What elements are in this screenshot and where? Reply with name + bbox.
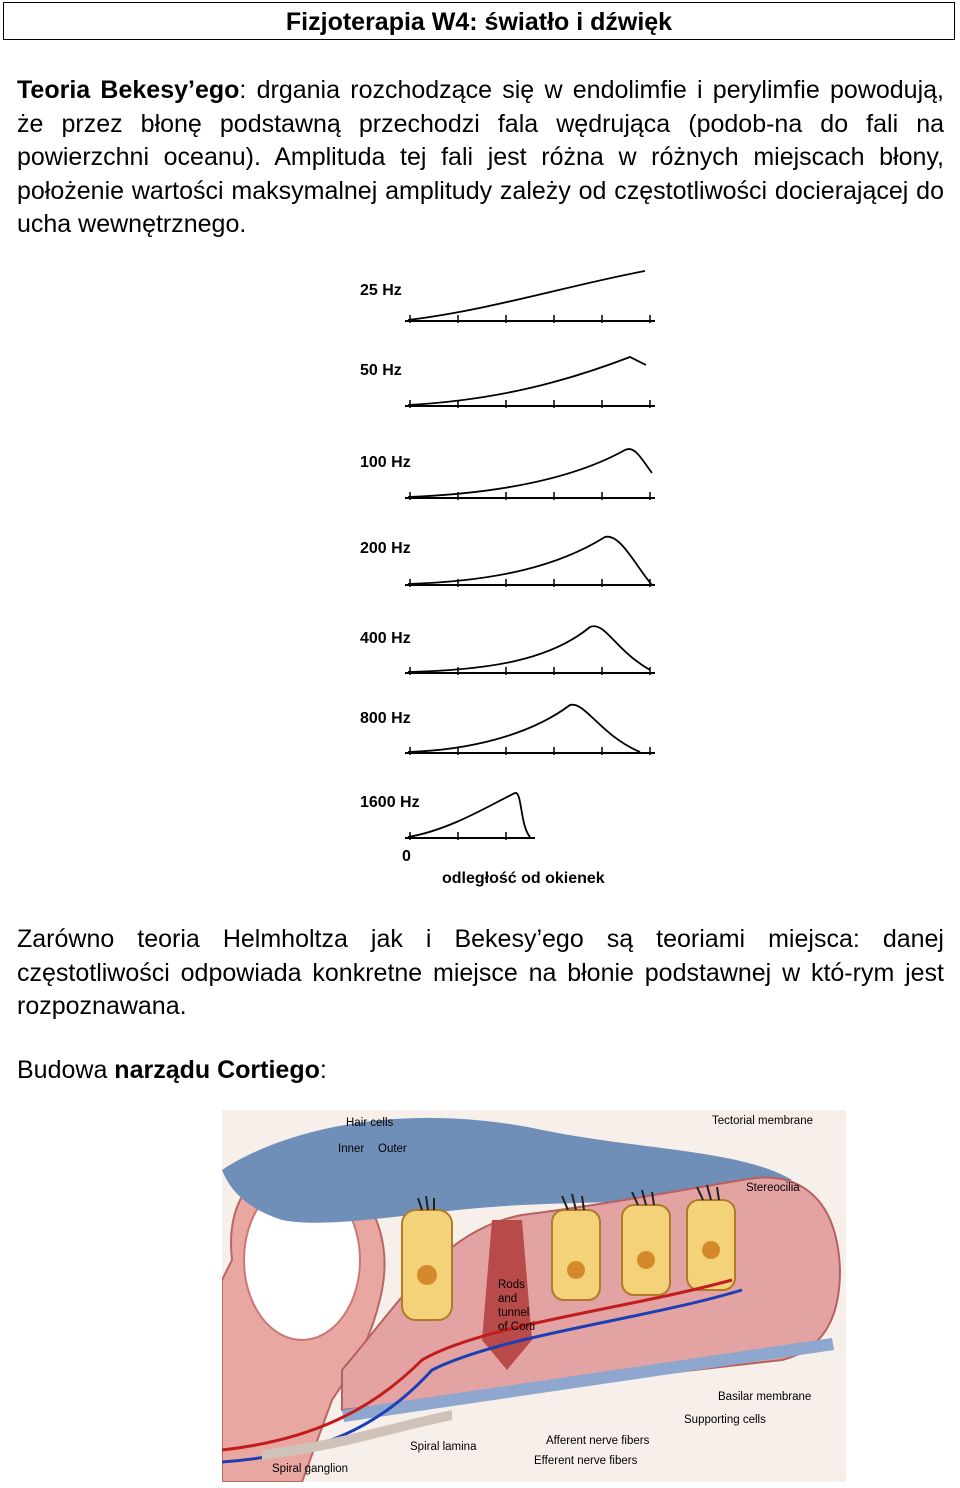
outer-hair-cell-3-nucleus: [702, 1241, 720, 1259]
label-rods-1: Rods: [498, 1279, 525, 1291]
label-rods-4: of Corti: [498, 1321, 536, 1333]
wave-envelope: [408, 449, 652, 497]
label-spiral-ganglion: Spiral ganglion: [272, 1463, 349, 1475]
outer-hair-cell-1: [552, 1210, 600, 1300]
wave-envelope: [408, 626, 650, 672]
corti-term: narządu Cortiego: [114, 1056, 320, 1084]
label-efferent: Efferent nerve fibers: [534, 1455, 638, 1467]
wave-envelope: [408, 271, 645, 320]
label-outer: Outer: [378, 1143, 407, 1155]
label-afferent: Afferent nerve fibers: [546, 1435, 650, 1447]
label-rods-2: and: [498, 1293, 518, 1305]
corti-prefix: Budowa: [17, 1056, 115, 1084]
frequency-label: 400 Hz: [360, 630, 411, 647]
inner-hair-cell-nucleus: [417, 1265, 437, 1285]
frequency-label: 25 Hz: [360, 282, 402, 299]
label-rods-3: tunnel: [498, 1307, 530, 1319]
frequency-label: 200 Hz: [360, 540, 411, 557]
bekesy-term: Teoria Bekesy’ego: [17, 76, 240, 104]
outer-hair-cell-2-nucleus: [637, 1251, 655, 1269]
outer-hair-cell-1-nucleus: [567, 1261, 585, 1279]
label-tectorial: Tectorial membrane: [712, 1115, 813, 1127]
frequency-label: 1600 Hz: [360, 794, 420, 811]
bekesy-paragraph: [17, 74, 944, 242]
label-hair-cells: Hair cells: [346, 1117, 394, 1129]
label-basilar: Basilar membrane: [718, 1391, 812, 1403]
wave-envelope: [408, 357, 646, 405]
frequency-label: 50 Hz: [360, 362, 402, 379]
corti-heading: [17, 1054, 944, 1088]
frequency-label: 100 Hz: [360, 454, 411, 471]
bekesy-text: : drgania rozchodzące się w endolimfie i perylimfie powodują, że przez błonę podstawną przechodzi fala wędrująca (podob-na do fali na powierzchni oceanu). Amplituda tej fali jest różna w różnych miejscach błony, położenie wartości maksymalnej amplitudy zależy od częstotliwości docierającej do ucha wewnętrznego.: [17, 76, 944, 238]
label-supporting: Supporting cells: [684, 1414, 766, 1426]
label-stereocilia: Stereocilia: [746, 1182, 800, 1194]
place-theory-paragraph: Zarówno teoria Helmholtza jak i Bekesy’ego są teoriami miejsca: danej częstotliwości odpowiada konkretne miejsce na błonie podstawnej w któ-rym jest rozpoznawana.: [17, 925, 944, 1020]
distance-axis-label: odległość od okienek: [442, 870, 605, 887]
frequency-label: 800 Hz: [360, 710, 411, 727]
corti-suffix: :: [319, 1056, 327, 1084]
label-inner: Inner: [338, 1143, 365, 1155]
organ-of-corti-figure: [222, 1110, 846, 1482]
label-spiral-lamina: Spiral lamina: [410, 1441, 477, 1453]
traveling-wave-figure: [350, 265, 670, 895]
page-title: Fizjoterapia W4: światło i dźwięk: [3, 2, 955, 40]
origin-label: 0: [402, 848, 411, 865]
wave-envelope: [408, 537, 652, 585]
wave-envelope: [408, 705, 640, 752]
outer-hair-cell-2: [622, 1205, 670, 1295]
wave-envelope: [408, 793, 530, 837]
